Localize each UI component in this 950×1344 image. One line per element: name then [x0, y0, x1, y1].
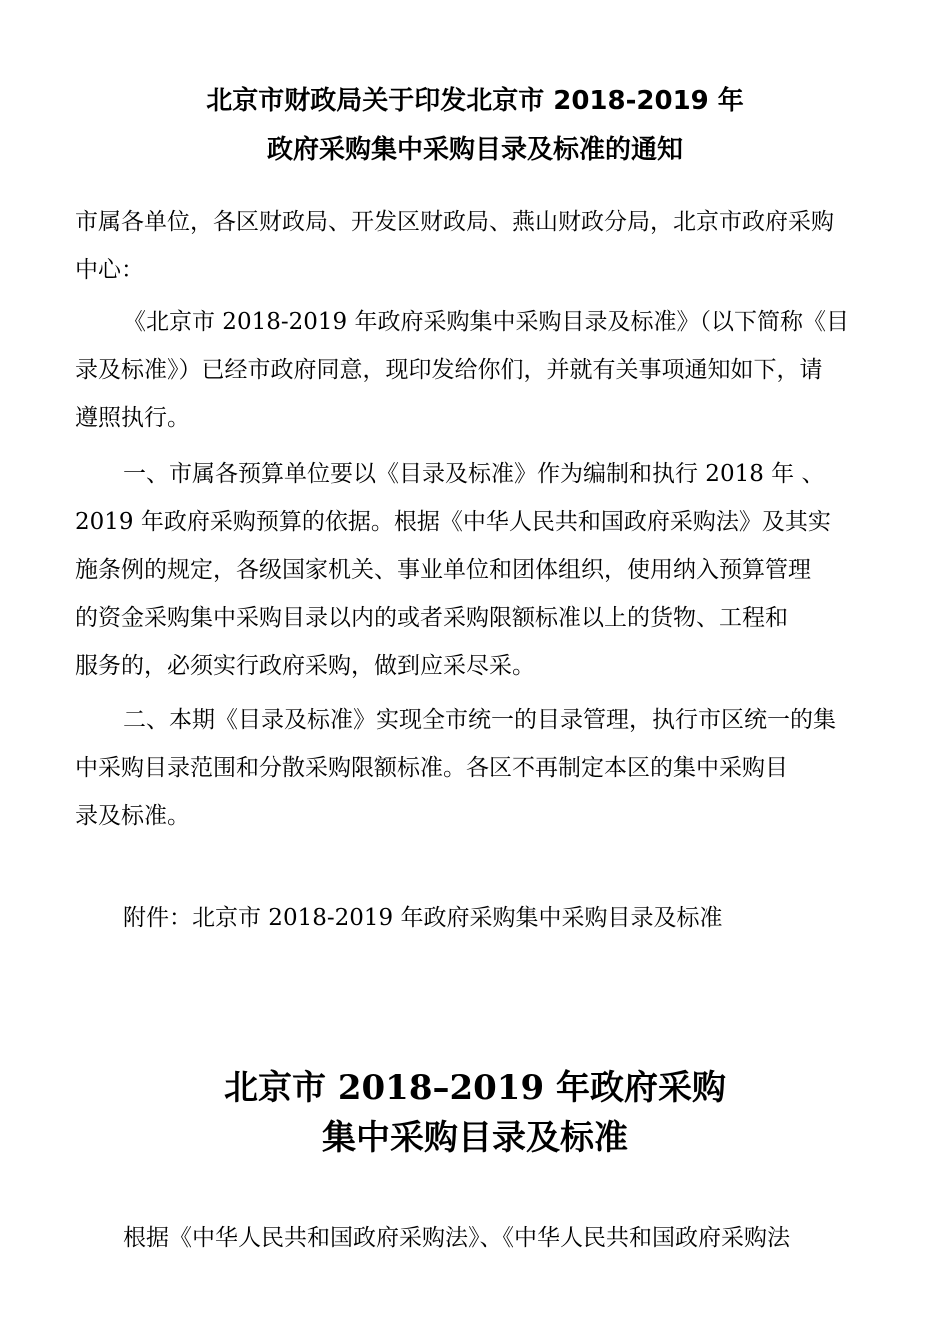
- notice-title-line-1: 北京市财政局关于印发北京市 2018-2019 年: [206, 86, 744, 116]
- item-two-line-3: 录及标准。: [75, 803, 190, 829]
- item-one-line-4: 的资金采购集中采购目录以内的或者采购限额标准以上的货物、工程和: [75, 605, 788, 631]
- addressee-line-1: 市属各单位，各区财政局、开发区财政局、燕山财政分局，北京市政府采购: [75, 209, 834, 235]
- paragraph-item-two: [75, 696, 880, 840]
- item-one-line-2: 2019 年政府采购预算的依据。根据《中华人民共和国政府采购法》及其实: [75, 509, 831, 535]
- attachment-note: [75, 894, 880, 942]
- item-one-line-5: 服务的，必须实行政府采购，做到应采尽采。: [75, 653, 535, 679]
- paragraph-intro: [75, 298, 880, 442]
- catalog-intro-line-1: 根据《中华人民共和国政府采购法》、《中华人民共和国政府采购法: [123, 1225, 790, 1251]
- addressee-paragraph: [75, 198, 880, 294]
- catalog-title-line-1: 北京市 2018–2019 年政府采购: [224, 1068, 726, 1108]
- item-one-line-3: 施条例的规定，各级国家机关、事业单位和团体组织，使用纳入预算管理: [75, 557, 811, 583]
- notice-title-line-2: 政府采购集中采购目录及标准的通知: [266, 135, 683, 165]
- addressee-line-2: 中心：: [75, 257, 144, 283]
- catalog-intro-paragraph: [75, 1214, 880, 1262]
- item-one-line-1: 一、市属各预算单位要以《目录及标准》作为编制和执行 2018 年 、: [123, 461, 825, 487]
- intro-line-1: 《北京市 2018-2019 年政府采购集中采购目录及标准》（以下简称《目: [123, 309, 849, 335]
- catalog-title-line-2: 集中采购目录及标准: [322, 1118, 628, 1158]
- attachment-line: 附件：北京市 2018-2019 年政府采购集中采购目录及标准: [123, 905, 723, 931]
- item-two-line-2: 中采购目录范围和分散采购限额标准。各区不再制定本区的集中采购目: [75, 755, 788, 781]
- item-two-line-1: 二、本期《目录及标准》实现全市统一的目录管理，执行市区统一的集: [123, 707, 836, 733]
- intro-line-2: 录及标准》）已经市政府同意，现印发给你们，并就有关事项通知如下，请: [75, 357, 823, 383]
- intro-line-3: 遵照执行。: [75, 405, 190, 431]
- paragraph-item-one: [75, 450, 880, 690]
